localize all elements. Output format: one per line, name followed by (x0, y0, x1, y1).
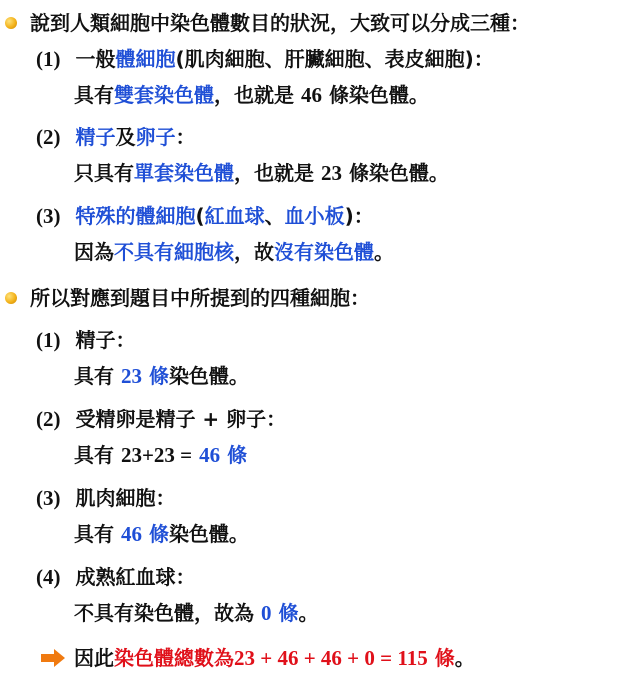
highlight-text: 不具有細胞核 (114, 240, 234, 264)
number: 46 (120, 522, 142, 546)
section1-item2-line1 (36, 123, 195, 151)
section1-item1-line1 (36, 45, 494, 73)
number: 46 (300, 83, 322, 107)
conclusion-line (74, 644, 475, 672)
text: 具有 (74, 522, 114, 546)
equation: 23 + 46 + 46 + 0 = 115 (234, 646, 428, 670)
text: 具有 (74, 83, 114, 107)
highlight-text: 沒有染色體 (274, 240, 374, 264)
section2-item1-line2 (74, 362, 249, 390)
highlight-text: 條 (148, 364, 169, 388)
highlight-text: 條 (434, 646, 455, 670)
highlight-text: 精子 (75, 125, 116, 149)
text: 。 (374, 240, 394, 264)
arrow-right-icon (40, 649, 66, 667)
section1-item2-line2 (74, 159, 449, 187)
section2-item1-line1 (36, 326, 135, 354)
item-label: (2) (36, 407, 61, 431)
text: 因此 (74, 646, 114, 670)
text: )： (344, 204, 374, 228)
bullet-icon (5, 17, 17, 29)
section1-item3-line1 (36, 202, 374, 230)
text: 條染色體。 (328, 83, 429, 107)
number: 23 (320, 161, 342, 185)
section1-heading: 說到人類細胞中染色體數目的狀況，大致可以分成三種： (30, 11, 530, 35)
text: 具有 (74, 364, 114, 388)
text: 。 (454, 646, 475, 670)
highlight-text: 條 (148, 522, 169, 546)
equation: 23+23 = (120, 443, 193, 467)
text: 只具有 (74, 161, 134, 185)
text: 成熟紅血球： (75, 565, 196, 589)
text: (肌肉細胞、肝臟細胞、表皮細胞)： (175, 47, 494, 71)
item-label: (3) (36, 486, 61, 510)
highlight-text: 體細胞 (115, 47, 176, 71)
text: 染色體。 (168, 522, 249, 546)
text: 因為 (74, 240, 114, 264)
highlight-text: 染色體總數為 (114, 646, 234, 670)
text: ： (175, 125, 196, 149)
highlight-text: 血小板 (284, 204, 345, 228)
section2-item3-line1 (36, 484, 175, 512)
text: ，也就是 (214, 83, 294, 107)
text: 一般 (75, 47, 116, 71)
text: 及 (115, 125, 136, 149)
highlight-text: 卵子 (135, 125, 176, 149)
section2-item2-line1 (36, 405, 286, 433)
section1-item1-line2 (74, 81, 429, 109)
number: 0 (260, 601, 272, 625)
number: 46 (199, 443, 221, 467)
item-label: (1) (36, 328, 61, 352)
highlight-text: 雙套染色體 (114, 83, 214, 107)
section1-item3-line2 (74, 238, 394, 266)
section2-item4-line2 (74, 599, 318, 627)
item-label: (1) (36, 47, 61, 71)
highlight-text: 條 (227, 443, 248, 467)
text: 條染色體。 (348, 161, 449, 185)
text: 不具有染色體，故為 (74, 601, 254, 625)
highlight-text: 條 (278, 601, 299, 625)
item-label: (2) (36, 125, 61, 149)
text: 肌肉細胞： (75, 486, 176, 510)
text: 染色體。 (168, 364, 249, 388)
text: ，也就是 (234, 161, 314, 185)
number: 23 (120, 364, 142, 388)
highlight-text: 單套染色體 (134, 161, 234, 185)
text: ，故 (234, 240, 274, 264)
highlight-text: 特殊的體細胞 (75, 204, 196, 228)
item-label: (3) (36, 204, 61, 228)
text: 、 (264, 204, 285, 228)
text: ( (195, 204, 205, 228)
section2-item4-line1 (36, 563, 195, 591)
section2-heading: 所以對應到題目中所提到的四種細胞： (30, 286, 370, 310)
section2-item2-line2 (74, 441, 247, 469)
bullet-icon (5, 292, 17, 304)
section2-item3-line2 (74, 520, 249, 548)
item-label: (4) (36, 565, 61, 589)
text: 精子： (75, 328, 136, 352)
highlight-text: 紅血球 (204, 204, 265, 228)
text: 受精卵是精子 + 卵子： (75, 407, 287, 431)
text: 。 (298, 601, 319, 625)
text: 具有 (74, 443, 114, 467)
